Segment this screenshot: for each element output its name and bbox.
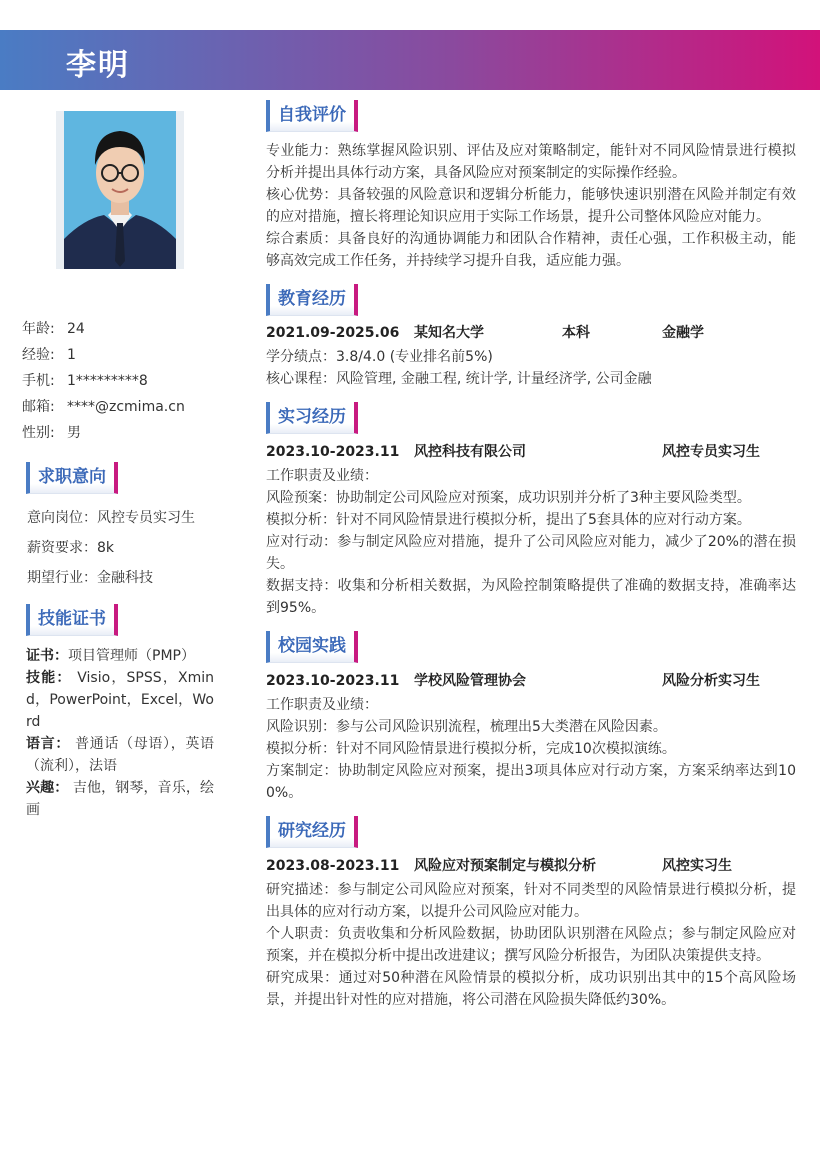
- intent-list: [27, 503, 195, 593]
- campus-line: 风险识别：参与公司风险识别流程，梳理出5大类潜在风险因素。: [266, 719, 667, 735]
- research-line: 研究描述：参与制定公司风险应对预案，针对不同类型的风险情景进行模拟分析，提出具体的应对行动方案，以提升公司风险应对能力。: [266, 882, 796, 920]
- internship-org: 风控科技有限公司: [414, 444, 526, 460]
- section-title-research: 研究经历: [266, 816, 358, 848]
- self-eval-para: 综合素质：具备良好的沟通协调能力和团队合作精神，责任心强，工作积极主动，能够高效完成工作任务，并持续学习提升自我，适应能力强。: [266, 231, 796, 269]
- campus-body: [266, 694, 796, 804]
- profile-photo: [56, 111, 184, 269]
- internship-line: 模拟分析：针对不同风险情景进行模拟分析，提出了5套具体的应对行动方案。: [266, 512, 751, 528]
- internship-date: 2023.10-2023.11: [266, 444, 400, 460]
- intent-position: 意向岗位：风控专员实习生: [27, 510, 195, 526]
- internship-line: 数据支持：收集和分析相关数据，为风险控制策略提供了准确的数据支持，准确率达到95%。: [266, 578, 796, 616]
- campus-line: 方案制定：协助制定风险应对预案，提出3项具体应对行动方案，方案采纳率达到100%。: [266, 763, 796, 801]
- skill-tools: 技能： Visio，SPSS，Xmind，PowerPoint，Excel，Word: [26, 670, 215, 730]
- section-title-education: 教育经历: [266, 284, 358, 316]
- internship-role: 风控专员实习生: [662, 444, 760, 460]
- intent-industry: 期望行业：金融科技: [27, 570, 153, 586]
- section-title-skills: 技能证书: [26, 604, 118, 636]
- self-eval-para: 专业能力：熟练掌握风险识别、评估及应对策略制定，能针对不同风险情景进行模拟分析并提出具体行动方案，具备风险应对预案制定的实际操作经验。: [266, 143, 796, 181]
- basic-info: [22, 318, 185, 448]
- education-major: 金融学: [662, 325, 704, 341]
- avatar-portrait: [64, 111, 176, 269]
- self-eval-body: [266, 140, 796, 272]
- info-gender: 性别: 男: [22, 425, 81, 441]
- skills-list: [26, 645, 214, 821]
- campus-role: 风险分析实习生: [662, 673, 760, 689]
- section-title-internship: 实习经历: [266, 402, 358, 434]
- candidate-name: 李明: [66, 48, 130, 83]
- campus-date: 2023.10-2023.11: [266, 673, 400, 689]
- campus-line: 模拟分析：针对不同风险情景进行模拟分析，完成10次模拟演练。: [266, 741, 676, 757]
- info-experience: 经验: 1: [22, 347, 76, 363]
- research-body: [266, 879, 796, 1011]
- education-line: 核心课程：风险管理, 金融工程, 统计学, 计量经济学, 公司金融: [266, 371, 652, 387]
- education-degree: 本科: [562, 325, 590, 341]
- research-date: 2023.08-2023.11: [266, 858, 400, 874]
- campus-org: 学校风险管理协会: [414, 673, 526, 689]
- header-banner: [0, 30, 820, 90]
- education-school: 某知名大学: [414, 325, 484, 341]
- info-email: 邮箱: ****@zcmima.cn: [22, 399, 185, 415]
- skill-interests: 兴趣： 吉他，钢琴，音乐，绘画: [26, 780, 214, 818]
- research-project: 风险应对预案制定与模拟分析: [414, 858, 596, 874]
- research-line: 个人职责：负责收集和分析风险数据，协助团队识别潜在风险点；参与制定风险应对预案，并在模拟分析中提出改进建议；撰写风险分析报告，为团队决策提供支持。: [266, 926, 796, 964]
- research-role: 风控实习生: [662, 858, 732, 874]
- section-title-self-eval: 自我评价: [266, 100, 358, 132]
- skill-certificate: 证书：项目管理师（PMP）: [26, 648, 195, 664]
- internship-line: 风险预案：协助制定公司风险应对预案，成功识别并分析了3种主要风险类型。: [266, 490, 751, 506]
- education-body: [266, 346, 796, 390]
- section-title-campus: 校园实践: [266, 631, 358, 663]
- intent-salary: 薪资要求：8k: [27, 540, 115, 556]
- campus-line: 工作职责及业绩：: [266, 697, 378, 713]
- internship-line: 工作职责及业绩：: [266, 468, 378, 484]
- internship-line: 应对行动：参与制定风险应对措施，提升了公司风险应对能力，减少了20%的潜在损失。: [266, 534, 796, 572]
- skill-languages: 语言： 普通话（母语），英语（流利），法语: [26, 736, 215, 774]
- education-date: 2021.09-2025.06: [266, 325, 400, 341]
- internship-body: [266, 465, 796, 619]
- research-line: 研究成果：通过对50种潜在风险情景的模拟分析，成功识别出其中的15个高风险场景，并提出针对性的应对措施，将公司潜在风险损失降低约30%。: [266, 970, 796, 1008]
- education-line: 学分绩点：3.8/4.0 (专业排名前5%): [266, 349, 493, 365]
- section-title-intent: 求职意向: [26, 462, 118, 494]
- info-age: 年龄: 24: [22, 321, 85, 337]
- info-phone: 手机: 1*********8: [22, 373, 148, 389]
- self-eval-para: 核心优势：具备较强的风险意识和逻辑分析能力，能够快速识别潜在风险并制定有效的应对措施，擅长将理论知识应用于实际工作场景，提升公司整体风险应对能力。: [266, 187, 796, 225]
